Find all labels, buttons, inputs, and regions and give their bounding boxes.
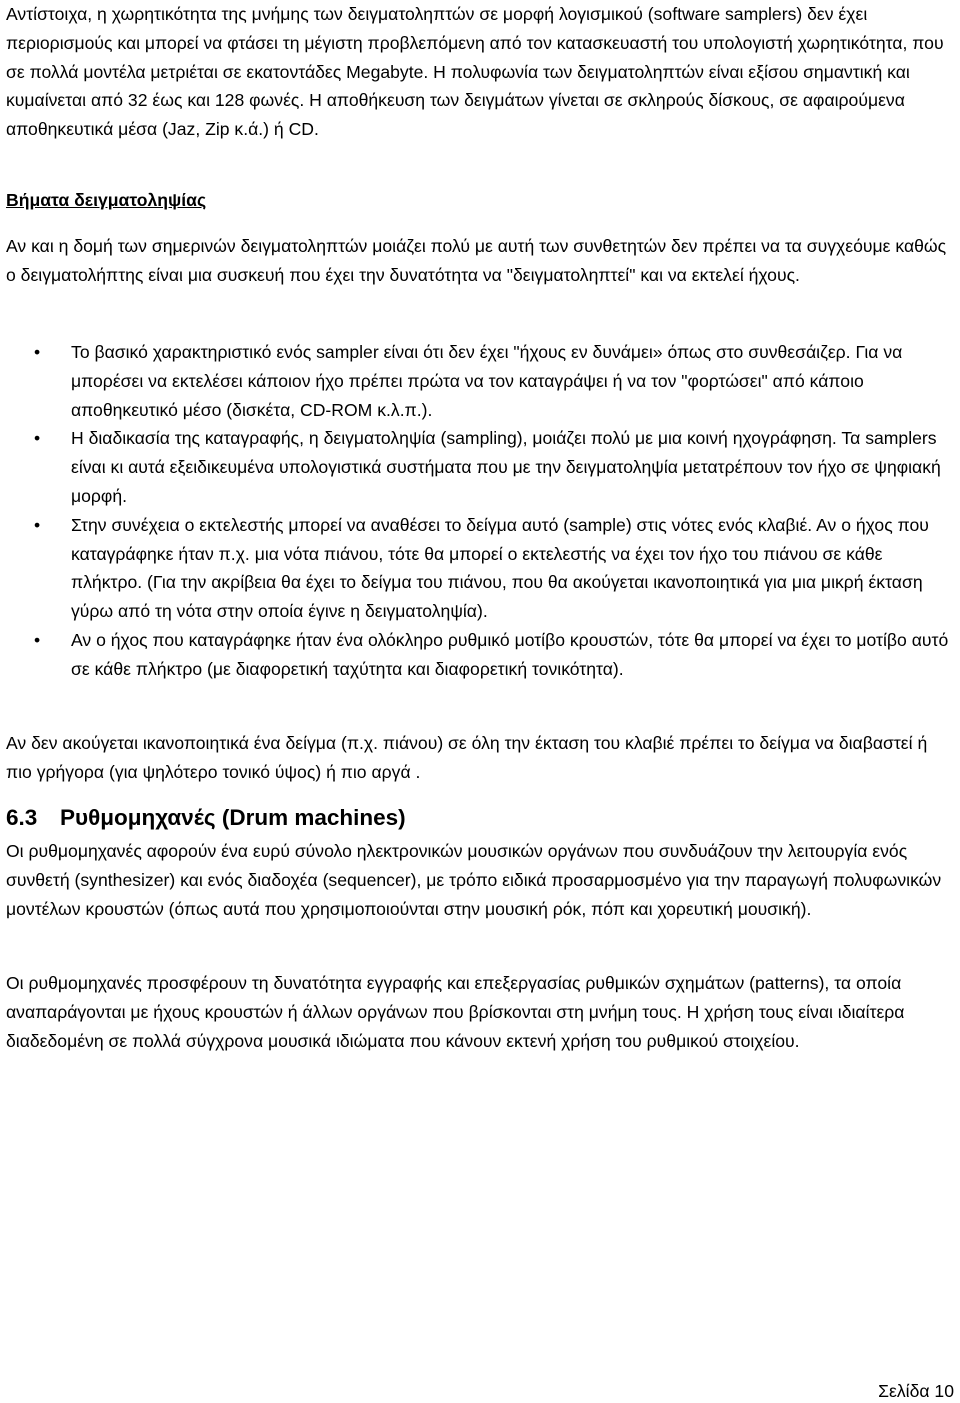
- intro-paragraph: Αντίστοιχα, η χωρητικότητα της μνήμης των δειγματοληπτών σε μορφή λογισμικού (software samplers) δεν έχει περιορισμούς και μπορεί να φτάσει τη μέγιστη προβλεπόμενη από τον κατασκευαστή του υπολογιστή χωρητικότητα, που σε πολλά μοντέλα μετριέται σε εκατοντάδες Megabyte. Η πολυφωνία των δειγματοληπτών είναι εξίσου σημαντική και κυμαίνεται από 32 έως και 128 φωνές. Η αποθήκευση των δειγμάτων γίνεται σε σκληρούς δίσκους, σε αφαιρούμενα αποθηκευτικά μέσα (Jaz, Zip κ.ά.) ή CD.: [6, 4, 944, 140]
- steps-heading: Βήματα δειγματοληψίας: [6, 190, 207, 210]
- steps-paragraph: Αν και η δομή των σημερινών δειγματοληπτών μοιάζει πολύ με αυτή των συνθετητών δεν πρέπει να τα συγχεόυμε καθώς ο δειγματολήπτης είναι μια συσκευή που έχει την δυνατότητα να "δειγματοληπτεί" και να εκτελεί ήχους.: [6, 236, 947, 285]
- bullet-icon: •: [34, 428, 41, 449]
- list-item: [0, 626, 956, 684]
- list-item-text: Στην συνέχεια ο εκτελεστής μπορεί να αναθέσει το δείγμα αυτό (sample) στις νότες ενός κλαβιέ. Αν ο ήχος που καταγράφηκε ήταν π.χ. μια νότα πιάνου, τότε θα μπορεί ο εκτελεστής να έχει τον ήχο του πιάνου σε κάθε πλήκτρο. (Για την ακρίβεια θα έχει το δείγμα του πιάνου, που θα ακούγεται ικανοποιητικά για μια μικρή έκταση γύρω από τη νότα στην οποία έγινε η δειγματοληψία).: [71, 514, 929, 622]
- list-item: [0, 511, 956, 626]
- bullet-icon: •: [34, 629, 41, 650]
- drum-paragraph-1: Οι ρυθμομηχανές αφορούν ένα ευρύ σύνολο ηλεκτρονικών μουσικών οργάνων που συνδυάζουν την λειτουργία ενός συνθετή (synthesizer) και ενός διαδοχέα (sequencer), με τρόπο ειδικά προσαρμοσμένο για την παραγωγή πολυφωνικών μοντέλων κρουστών (όπως αυτά που χρησιμοποιούνται στην μουσική ρόκ, πόπ και χορευτική μουσική).: [6, 841, 942, 919]
- list-item-text: Αν ο ήχος που καταγράφηκε ήταν ένα ολόκληρο ρυθμικό μοτίβο κρουστών, τότε θα μπορεί να έχει το μοτίβο αυτό σε κάθε πλήκτρο (με διαφορετική ταχύτητα και διαφορετική τονικότητα).: [71, 629, 949, 679]
- list-item-text: Το βασικό χαρακτηριστικό ενός sampler είναι ότι δεν έχει "ήχους εν δυνάμει» όπως στο συνθεσάιζερ. Για να μπορέσει να εκτελέσει κάποιον ήχο πρέπει πρώτα να τον καταγράψει ή να τον "φορτώσει" από κάποιο αποθηκευτικό μέσο (δισκέτα, CD-ROM κ.λ.π.).: [71, 342, 903, 420]
- after-bullets-paragraph: Αν δεν ακούγεται ικανοποιητικά ένα δείγμα (π.χ. πιάνου) σε όλη την έκταση του κλαβιέ πρέπει το δείγμα να διαβαστεί ή πιο γρήγορα (για ψηλότερο τονικό ύψος) ή πιο αργά .: [6, 733, 928, 782]
- drum-paragraph-2: Οι ρυθμομηχανές προσφέρουν τη δυνατότητα εγγραφής και επεξεργασίας ρυθμικών σχημάτων (patterns), τα οποία αναπαράγονται με ήχους κρουστών ή άλλων οργάνων που βρίσκονται στη μνήμη τους. Η χρήση τους είναι ιδιαίτερα διαδεδομένη σε πολλά σύγχρονα μουσικά ιδιώματα που κάνουν εκτενή χρήση του ρυθμικού στοιχείου.: [6, 973, 905, 1051]
- list-item: [0, 424, 956, 510]
- list-item: [0, 338, 956, 424]
- bullet-icon: •: [34, 342, 41, 362]
- page-number: Σελίδα 10: [878, 1381, 954, 1401]
- sampler-bullet-list: [0, 338, 956, 684]
- section-number: 6.3: [6, 805, 38, 830]
- section-title: Ρυθμομηχανές (Drum machines): [60, 805, 406, 830]
- section-heading: [6, 802, 406, 834]
- bullet-icon: •: [34, 514, 41, 535]
- list-item-text: Η διαδικασία της καταγραφής, η δειγματοληψία (sampling), μοιάζει πολύ με μια κοινή ηχογράφηση. Τα samplers είναι κι αυτά εξειδικευμένα υπολογιστικά συστήματα που με την δειγματοληψία μετατρέπουν τον ήχο σε ψηφιακή μορφή.: [71, 428, 941, 506]
